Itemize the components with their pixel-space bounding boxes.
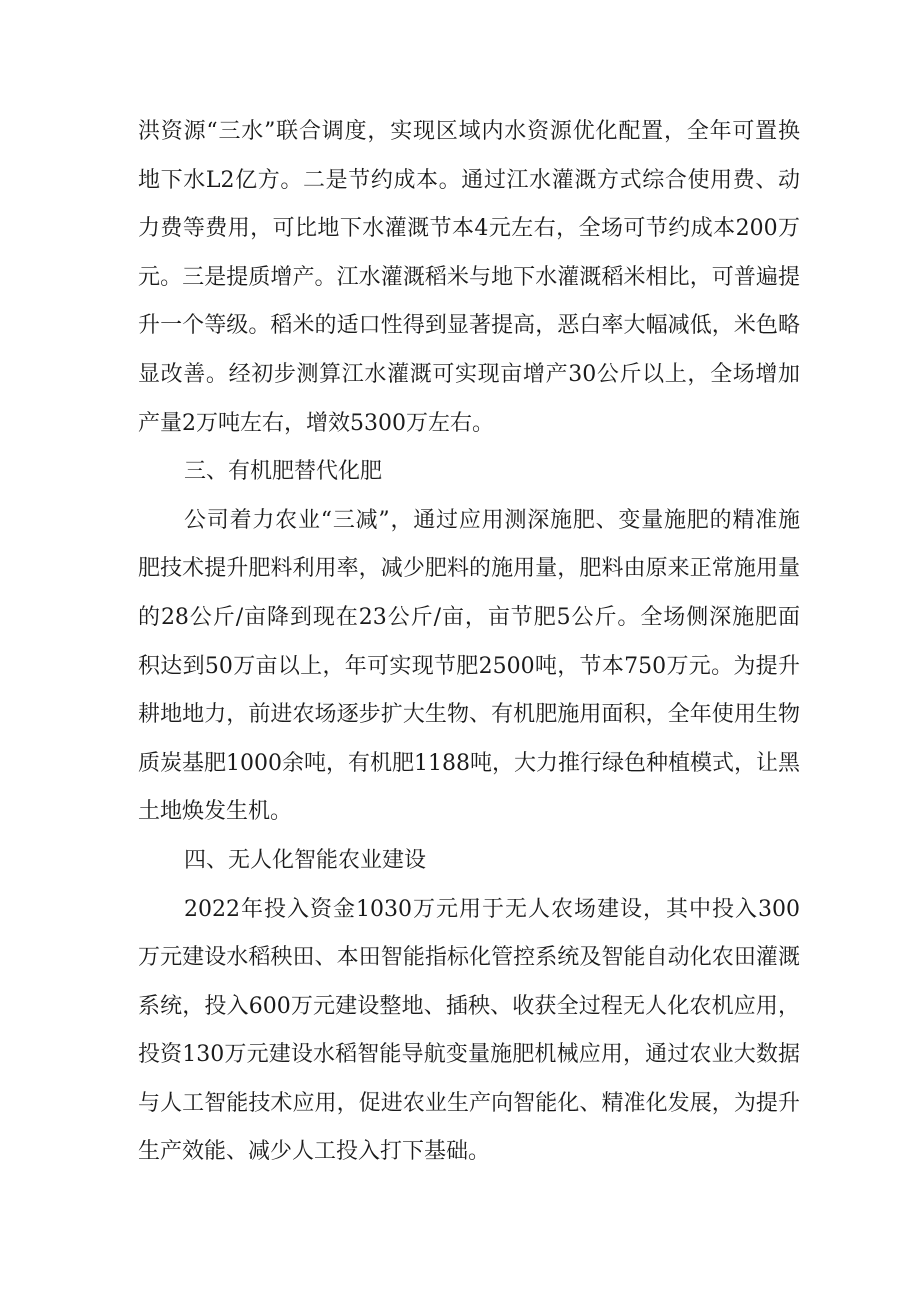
- paragraph-line: 显改善。经初步测算江水灌溉可实现亩增产30公斤以上，全场增加: [138, 361, 800, 387]
- paragraph-line: 质炭基肥1000余吨，有机肥1188吨，大力推行绿色种植模式，让黑: [138, 750, 800, 776]
- paragraph-line: 投资130万元建设水稻智能导航变量施肥机械应用，通过农业大数据: [138, 1042, 800, 1068]
- section-heading: 四、无人化智能农业建设: [184, 847, 427, 873]
- paragraph-line: 力费等费用，可比地下水灌溉节本4元左右，全场可节约成本200万: [138, 216, 800, 242]
- paragraph-line: 的28公斤/亩降到现在23公斤/亩，亩节肥5公斤。全场侧深施肥面: [138, 604, 800, 630]
- paragraph-line: 2022年投入资金1030万元用于无人农场建设，其中投入300: [184, 896, 800, 922]
- paragraph-line: 土地焕发生机。: [138, 799, 293, 825]
- section-heading: 三、有机肥替代化肥: [184, 459, 383, 485]
- paragraph-line: 生产效能、减少人工投入打下基础。: [138, 1139, 491, 1165]
- document-body: [138, 108, 800, 1177]
- paragraph-line: 系统，投入600万元建设整地、插秧、收获全过程无人化农机应用，: [138, 993, 800, 1019]
- paragraph-line: 公司着力农业“三减”，通过应用测深施肥、变量施肥的精准施: [184, 507, 800, 533]
- paragraph-line: 地下水L2亿方。二是节约成本。通过江水灌溉方式综合使用费、动: [138, 167, 800, 193]
- paragraph-line: 肥技术提升肥料利用率，减少肥料的施用量，肥料由原来正常施用量: [138, 556, 800, 582]
- paragraph-line: 耕地地力，前进农场逐步扩大生物、有机肥施用面积，全年使用生物: [138, 702, 800, 728]
- paragraph-line: 万元建设水稻秧田、本田智能指标化管控系统及智能自动化农田灌溉: [138, 945, 800, 971]
- paragraph-line: 元。三是提质增产。江水灌溉稻米与地下水灌溉稻米相比，可普遍提: [138, 264, 800, 290]
- paragraph-line: 积达到50万亩以上，年可实现节肥2500吨，节本750万元。为提升: [138, 653, 800, 679]
- paragraph-line: 升一个等级。稻米的适口性得到显著提高，恶白率大幅减低，米色略: [138, 313, 800, 339]
- paragraph-line: 与人工智能技术应用，促进农业生产向智能化、精准化发展，为提升: [138, 1090, 800, 1116]
- paragraph-line: 洪资源“三水”联合调度，实现区域内水资源优化配置，全年可置换: [138, 119, 800, 144]
- paragraph-line: 产量2万吨左右，增效5300万左右。: [138, 410, 494, 436]
